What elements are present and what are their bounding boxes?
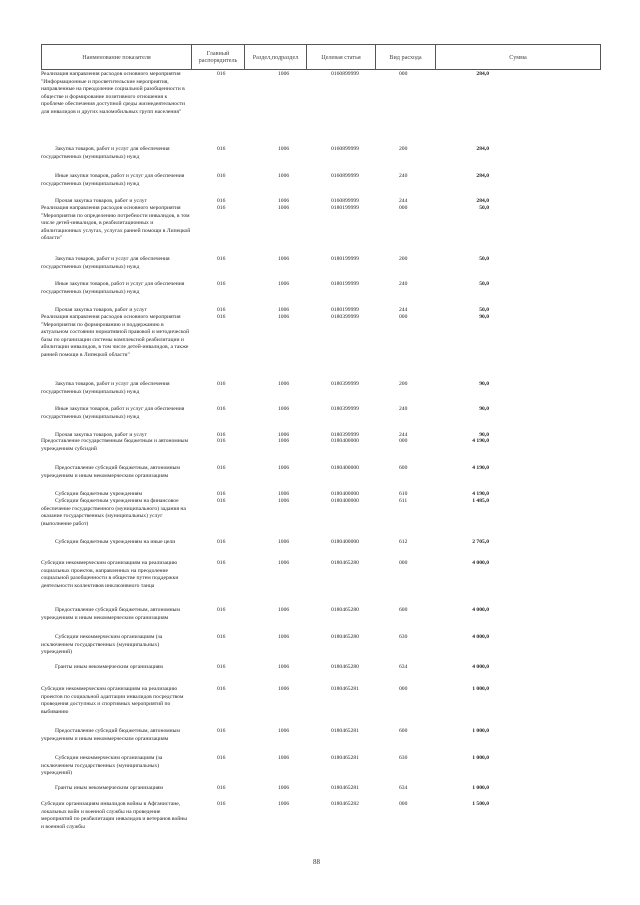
row-razdel: 1006: [278, 256, 290, 262]
row-csr: 0180465280: [331, 560, 359, 566]
row-csr: 0180199999: [331, 256, 359, 262]
row-razdel: 1006: [278, 539, 290, 545]
row-vr: 600: [399, 465, 408, 471]
row-csr: 0180465281: [331, 728, 359, 734]
row-name: Предоставление субсидий бюджетным, автономным учреждениям и иным некоммерческим организациям: [41, 607, 180, 621]
row-name: Прочая закупка товаров, работ и услуг: [55, 198, 147, 204]
row-razdel: 1006: [278, 686, 290, 692]
row-csr: 0180399999: [331, 432, 359, 438]
table-header: [41, 44, 601, 70]
row-csr: 0180400000: [331, 539, 359, 545]
row-vr: 000: [399, 801, 408, 807]
row-razdel: 1006: [278, 801, 290, 807]
row-sum: 4 000,0: [472, 634, 489, 640]
row-grbs: 016: [217, 785, 226, 791]
row-csr: 0180199999: [331, 307, 359, 313]
row-grbs: 016: [217, 607, 226, 613]
row-razdel: 1006: [278, 498, 290, 504]
row-vr: 634: [399, 664, 408, 670]
row-name: Предоставление субсидий бюджетным, автономным учреждениям и иным некоммерческим организациям: [41, 465, 180, 479]
row-grbs: 016: [217, 406, 226, 412]
row-name: Закупка товаров, работ и услуг для обеспечения государственных (муниципальных) нужд: [41, 146, 170, 160]
row-sum: 50,0: [479, 281, 489, 287]
row-vr: 200: [399, 146, 408, 152]
row-grbs: 016: [217, 71, 226, 77]
row-vr: 000: [399, 686, 408, 692]
header-csr: Целевая статья: [307, 45, 376, 70]
row-grbs: 016: [217, 146, 226, 152]
row-vr: 240: [399, 406, 408, 412]
row-razdel: 1006: [278, 198, 290, 204]
row-vr: 240: [399, 173, 408, 179]
row-razdel: 1006: [278, 491, 290, 497]
header-grbs: Главный распорядитель: [192, 45, 245, 70]
row-name: Гранты иным некоммерческим организациям: [55, 664, 163, 670]
row-razdel: 1006: [278, 406, 290, 412]
row-vr: 634: [399, 785, 408, 791]
row-sum: 4 190,0: [472, 491, 489, 497]
row-grbs: 016: [217, 432, 226, 438]
row-razdel: 1006: [278, 205, 290, 211]
row-sum: 2 705,0: [472, 539, 489, 545]
row-vr: 244: [399, 432, 408, 438]
row-csr: 0180465282: [331, 801, 359, 807]
row-sum: 284,0: [476, 146, 489, 152]
row-razdel: 1006: [278, 755, 290, 761]
row-sum: 1 000,0: [472, 728, 489, 734]
row-name: Иные закупки товаров, работ и услуг для обеспечения государственных (муниципальных) нужд: [41, 173, 185, 187]
row-grbs: 016: [217, 498, 226, 504]
row-grbs: 016: [217, 560, 226, 566]
row-sum: 4 190,0: [472, 465, 489, 471]
row-name: Субсидии организациям инвалидов войны в Афганистане, локальных войн и военной службы на проведение мероприятий по реабилитации инвалидов и ветеранов войны и военной службы: [41, 801, 188, 830]
row-grbs: 016: [217, 465, 226, 471]
row-csr: 0180465280: [331, 664, 359, 670]
row-csr: 0180199999: [331, 281, 359, 287]
row-vr: 630: [399, 634, 408, 640]
row-csr: 0180400000: [331, 465, 359, 471]
row-csr: 0180399999: [331, 381, 359, 387]
row-sum: 90,0: [479, 314, 489, 320]
row-csr: 0180465280: [331, 634, 359, 640]
row-grbs: 016: [217, 491, 226, 497]
row-vr: 000: [399, 205, 408, 211]
row-name: Субсидии некоммерческим организациям на реализацию проектов по социальной адаптации инвалидов посредством проведения доступных и спортивных мероприятий по выбиванию: [41, 686, 184, 715]
row-razdel: 1006: [278, 281, 290, 287]
row-name: Субсидии некоммерческим организациям (за исключением государственных (муниципальных) учреждений): [41, 634, 163, 656]
header-sum: Сумма: [436, 45, 601, 70]
row-csr: 0180199999: [331, 205, 359, 211]
row-sum: 4 000,0: [472, 560, 489, 566]
row-razdel: 1006: [278, 785, 290, 791]
row-razdel: 1006: [278, 560, 290, 566]
row-vr: 630: [399, 755, 408, 761]
row-grbs: 016: [217, 755, 226, 761]
row-sum: 284,0: [476, 71, 489, 77]
row-razdel: 1006: [278, 173, 290, 179]
row-csr: 0180465281: [331, 785, 359, 791]
row-name: Реализация направления расходов основного мероприятия "Мероприятия по определению потребности инвалидов, в том числе детей-инвалидов, в реабилитационных и абилитационных услугах, услугах ранней помощи в Липецкой области": [41, 205, 191, 242]
row-name: Закупка товаров, работ и услуг для обеспечения государственных (муниципальных) нужд: [41, 381, 170, 395]
row-razdel: 1006: [278, 607, 290, 613]
row-name: Субсидии некоммерческим организациям (за исключением государственных (муниципальных) учреждений): [41, 755, 163, 777]
page-number: 88: [313, 858, 320, 866]
header-razdel: Раздел,подраздел: [245, 45, 307, 70]
row-razdel: 1006: [278, 664, 290, 670]
row-vr: 612: [399, 539, 408, 545]
row-sum: 50,0: [479, 205, 489, 211]
row-name: Иные закупки товаров, работ и услуг для обеспечения государственных (муниципальных) нужд: [41, 406, 185, 420]
row-vr: 000: [399, 560, 408, 566]
header-name: Наименование показателя: [42, 45, 192, 70]
row-csr: 0160899999: [331, 71, 359, 77]
row-name: Прочая закупка товаров, работ и услуг: [55, 307, 147, 313]
row-name: Закупка товаров, работ и услуг для обеспечения государственных (муниципальных) нужд: [41, 256, 170, 270]
row-grbs: 016: [217, 539, 226, 545]
row-razdel: 1006: [278, 71, 290, 77]
row-name: Субсидии бюджетным учреждениям на иные цели: [55, 539, 176, 545]
row-name: Предоставление субсидий бюджетным, автономным учреждениям и иным некоммерческим организациям: [41, 728, 180, 742]
row-csr: 0180400000: [331, 498, 359, 504]
row-name: Иные закупки товаров, работ и услуг для обеспечения государственных (муниципальных) нужд: [41, 281, 185, 295]
row-csr: 0160899999: [331, 146, 359, 152]
row-grbs: 016: [217, 634, 226, 640]
row-grbs: 016: [217, 686, 226, 692]
row-grbs: 016: [217, 381, 226, 387]
row-vr: 244: [399, 307, 408, 313]
row-razdel: 1006: [278, 146, 290, 152]
row-grbs: 016: [217, 281, 226, 287]
header-vr: Вид расхода: [376, 45, 436, 70]
row-csr: 0180399999: [331, 314, 359, 320]
row-vr: 600: [399, 728, 408, 734]
row-vr: 000: [399, 71, 408, 77]
row-csr: 0180465280: [331, 607, 359, 613]
row-razdel: 1006: [278, 634, 290, 640]
row-grbs: 016: [217, 728, 226, 734]
row-grbs: 016: [217, 256, 226, 262]
row-sum: 1 000,0: [472, 755, 489, 761]
row-sum: 1 500,0: [472, 801, 489, 807]
row-vr: 000: [399, 314, 408, 320]
row-sum: 4 190,0: [472, 438, 489, 444]
row-csr: 0180400000: [331, 491, 359, 497]
row-name: Субсидии бюджетным учреждениям на финансовое обеспечение государственного (муниципального) задания на оказание государственных (муниципальных) услуг (выполнение работ): [41, 498, 186, 527]
row-vr: 610: [399, 491, 408, 497]
row-sum: 50,0: [479, 307, 489, 313]
row-grbs: 016: [217, 801, 226, 807]
row-sum: 90,0: [479, 432, 489, 438]
row-grbs: 016: [217, 664, 226, 670]
row-sum: 90,0: [479, 381, 489, 387]
row-grbs: 016: [217, 314, 226, 320]
row-vr: 200: [399, 256, 408, 262]
row-name: Реализация направления расходов основного мероприятия "Информационные и просветительские мероприятия, направленные на преодоление социальной разобщенности в обществе и формирование позитивного отношения к проблеме обеспечения доступной среды жизнедеятельности для инвалидов и других маломобильных групп населения": [41, 71, 186, 115]
row-name: Гранты иным некоммерческим организациям: [55, 785, 163, 791]
row-sum: 1 000,0: [472, 785, 489, 791]
row-razdel: 1006: [278, 438, 290, 444]
row-vr: 600: [399, 607, 408, 613]
row-csr: 0160899999: [331, 173, 359, 179]
row-grbs: 016: [217, 205, 226, 211]
row-razdel: 1006: [278, 307, 290, 313]
row-name: Субсидии некоммерческим организациям на реализацию социальных проектов, направленных на преодоление социальной разобщенности в обществе путем поддержки деятельности коллективов инклюзивного танца: [41, 560, 179, 589]
row-name: Субсидии бюджетным учреждениям: [55, 491, 143, 497]
row-sum: 90,0: [479, 406, 489, 412]
row-sum: 1 000,0: [472, 686, 489, 692]
row-vr: 200: [399, 381, 408, 387]
row-vr: 000: [399, 438, 408, 444]
row-name: Предоставление государственным бюджетным и автономным учреждениям субсидий: [41, 438, 189, 452]
row-sum: 284,0: [476, 173, 489, 179]
row-grbs: 016: [217, 438, 226, 444]
row-name: Реализация направления расходов основного мероприятия "Мероприятия по формированию и поддержанию в актуальном состоянии нормативной правовой и методической базы по организации системы комплексной реабилитации и абилитации инвалидов, в том числе детей-инвалидов, а также ранней помощи в Липецкой области": [41, 314, 190, 358]
row-vr: 244: [399, 198, 408, 204]
row-razdel: 1006: [278, 728, 290, 734]
row-sum: 284,0: [476, 198, 489, 204]
row-grbs: 016: [217, 173, 226, 179]
row-csr: 0180465281: [331, 686, 359, 692]
row-sum: 1 485,0: [472, 498, 489, 504]
row-name: Прочая закупка товаров, работ и услуг: [55, 432, 147, 438]
row-csr: 0180465281: [331, 755, 359, 761]
row-vr: 240: [399, 281, 408, 287]
row-csr: 0180399999: [331, 406, 359, 412]
row-sum: 50,0: [479, 256, 489, 262]
row-grbs: 016: [217, 307, 226, 313]
row-razdel: 1006: [278, 314, 290, 320]
row-csr: 0160899999: [331, 198, 359, 204]
row-razdel: 1006: [278, 381, 290, 387]
row-sum: 4 000,0: [472, 664, 489, 670]
row-razdel: 1006: [278, 432, 290, 438]
row-razdel: 1006: [278, 465, 290, 471]
row-grbs: 016: [217, 198, 226, 204]
row-sum: 4 000,0: [472, 607, 489, 613]
row-csr: 0180400000: [331, 438, 359, 444]
row-vr: 611: [399, 498, 408, 504]
